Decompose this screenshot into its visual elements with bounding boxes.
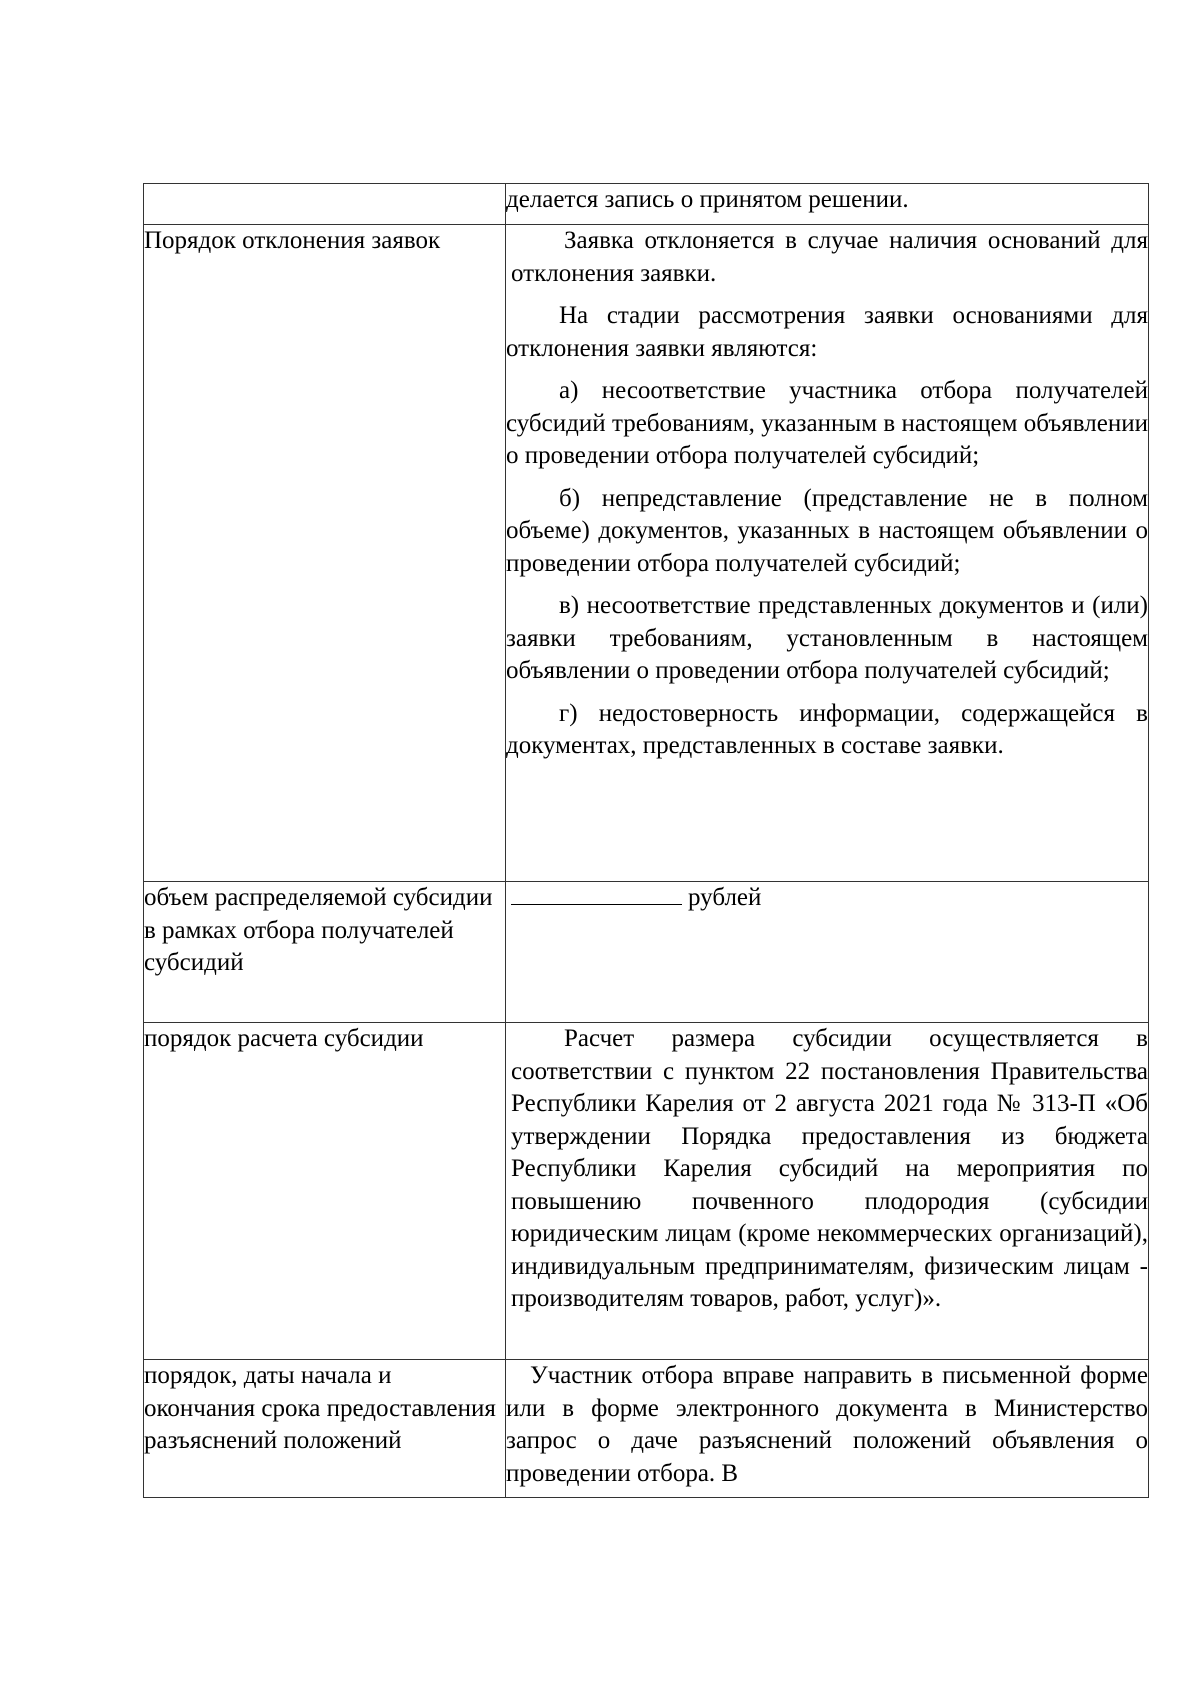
table-row-subsidy-volume [144, 882, 1149, 1023]
amount-blank-field [511, 882, 682, 905]
row-content [506, 184, 1149, 225]
clarification-procedure-label: порядок, даты начала и окончания срока предоставления разъяснений положений [144, 1362, 496, 1454]
table-row-rejection-procedure [144, 225, 1149, 882]
row-label [144, 225, 506, 882]
row-label [144, 184, 506, 225]
row-content [506, 1360, 1149, 1498]
row-content [506, 882, 1149, 1023]
subsidy-amount-line [506, 882, 1148, 915]
row-label [144, 1023, 506, 1360]
row-label [144, 882, 506, 1023]
rejection-ground-g: г) недостоверность информации, содержащейся в документах, представленных в составе заявки. [506, 699, 1148, 759]
subsidy-volume-label: объем распределяемой субсидии в рамках отбора получателей субсидий [144, 884, 493, 976]
row-content [506, 1023, 1149, 1360]
table-row-clarification-procedure [144, 1360, 1149, 1498]
amount-unit: рублей [688, 884, 762, 911]
rejection-ground-b: б) непредставление (представление не в полном объеме) документов, указанных в настоящем объявлении о проведении отбора получателей субсидий; [506, 484, 1148, 577]
decision-record-paragraph: делается запись о принятом решении. [506, 186, 909, 213]
row-label [144, 1360, 506, 1498]
rejection-ground-v: в) несоответствие представленных документов и (или) заявки требованиям, установленным в настоящем объявлении о проведении отбора получателей субсидий; [506, 592, 1148, 684]
rejection-grounds-paragraph: На стадии рассмотрения заявки основаниями для отклонения заявки являются: [506, 302, 1148, 362]
rejection-intro-paragraph: Заявка отклоняется в случае наличия оснований для отклонения заявки. [511, 227, 1148, 287]
row-content [506, 225, 1149, 882]
clarification-paragraph: Участник отбора вправе направить в письменной форме или в форме электронного документа в Министерство запрос о даче разъяснений положений объявления о проведении отбора. В [506, 1362, 1148, 1487]
table-row-subsidy-calculation [144, 1023, 1149, 1360]
document-table [143, 183, 1149, 1498]
table-row-decision-record [144, 184, 1149, 225]
subsidy-calculation-paragraph: Расчет размера субсидии осуществляется в соответствии с пунктом 22 постановления Правительства Республики Карелия от 2 августа 2021 года № 313-П «Об утверждении Порядка предоставления из бюджета Республики Карелия субсидий на мероприятия по повышению почвенного плодородия (субсидии юридическим лицам (кроме некоммерческих организаций), индивидуальным предпринимателям, физическим лицам - производителям товаров, работ, услуг)». [511, 1025, 1148, 1312]
subsidy-calculation-label: порядок расчета субсидии [144, 1025, 424, 1052]
rejection-procedure-label: Порядок отклонения заявок [144, 227, 441, 254]
rejection-ground-a: а) несоответствие участника отбора получателей субсидий требованиям, указанным в настоящем объявлении о проведении отбора получателей субсидий; [506, 377, 1148, 469]
